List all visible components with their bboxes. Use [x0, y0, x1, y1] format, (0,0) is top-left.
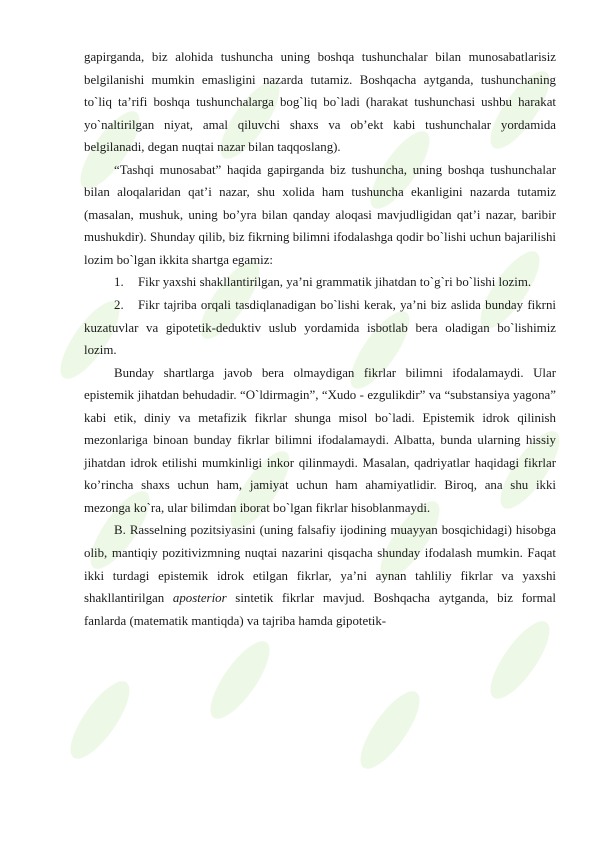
list-item	[84, 271, 556, 294]
watermark-mark	[351, 683, 430, 777]
italic-term: aposterior	[172, 591, 227, 606]
text-body	[84, 46, 556, 632]
list-item-text: Fikr yaxshi shakllantirilgan, ya’ni grammatik jihatdan to`g`ri bo`lishi lozim.	[138, 275, 532, 290]
paragraph: Bunday shartlarga javob bera olmaydigan fikrlar bilimni ifodalamaydi. Ular epistemik jihatdan behudadir. “O`ldirmagin”, “Xudo - ezgulikdir” va “substansiya yagona” kabi etik, diniy va metafizik fikrlar shunga misol bo`ladi. Epistemik idrok qilinish mezonlariga binoan bunday fikrlar bilimni ifodalamaydi. Albatta, bunda ularning hissiy jihatdan idrok etilishi mumkinligi inkor qilinmaydi. Masalan, qadriyatlar haqidagi fikrlar ko’rincha shaxs uchun ham, jamiyat uchun ham ahamiyatlidir. Biroq, ana shu ikki mezonga ko`ra, ular bilimdan iborat bo`lgan fikrlar hisoblanmaydi.	[84, 365, 556, 515]
list-item-text: Fikr tajriba orqali tasdiqlanadigan bo`lishi kerak, ya’ni biz aslida bunday fikrni kuzatuvlar va gipotetik-deduktiv uslub yordamida isbotlab bera oladigan bo`lishimiz lozim.	[84, 298, 556, 358]
paragraph: gapirganda, biz alohida tushuncha uning boshqa tushunchalar bilan munosabatlarisiz belgilanishi mumkin emasligini nazarda tutamiz. Boshqacha aytganda, tushunchaning to`liq ta’rifi boshqa tushunchalarga bog`liq bo`ladi (harakat tushunchasi ushbu harakat yo`naltirilgan niyat, amal qiluvchi shaxs va ob’ekt kabi tushunchalar yordamida belgilanadi, degan nuqtai nazar bilan taqqoslang).	[84, 50, 556, 155]
watermark-mark	[61, 673, 140, 767]
paragraph-text: B. Rasselning pozitsiyasini (uning falsafiy ijodining muayyan bosqichidagi) hisobga olib, mantiqiy pozitivizmning nuqtai nazarini qisqacha shunday ifodalash mumkin. Faqat ikki turdagi epistemik idrok etilgan fikrlar, ya’ni aynan tahliliy fikrlar va yaxshi shakllantirilgan	[84, 523, 556, 606]
watermark-mark	[201, 633, 280, 727]
list-number: 1.	[114, 275, 124, 290]
list-item	[84, 294, 556, 362]
paragraph: “Tashqi munosabat” haqida gapirganda biz tushuncha, uning boshqa tushunchalar bilan aloqalaridan qat’i nazar, shu xolida ham tushuncha ekanligini nazarda tutamiz (masalan, mushuk, uning bo’yra bilan qanday aloqasi mavjudligidan qat’i nazar, baribir mushukdir). Shunday qilib, biz fikrning bilimni ifodalashga qodir bo`lishi uchun bajarilishi lozim bo`lgan ikkita shartga egamiz:	[84, 162, 556, 267]
paragraph	[84, 519, 556, 632]
paragraph-text: sintetik fikrlar mavjud. Boshqacha aytganda, biz formal fanlarda (matematik mantiqda) va tajriba hamda gipotetik-	[84, 591, 556, 628]
list-number: 2.	[114, 298, 124, 313]
